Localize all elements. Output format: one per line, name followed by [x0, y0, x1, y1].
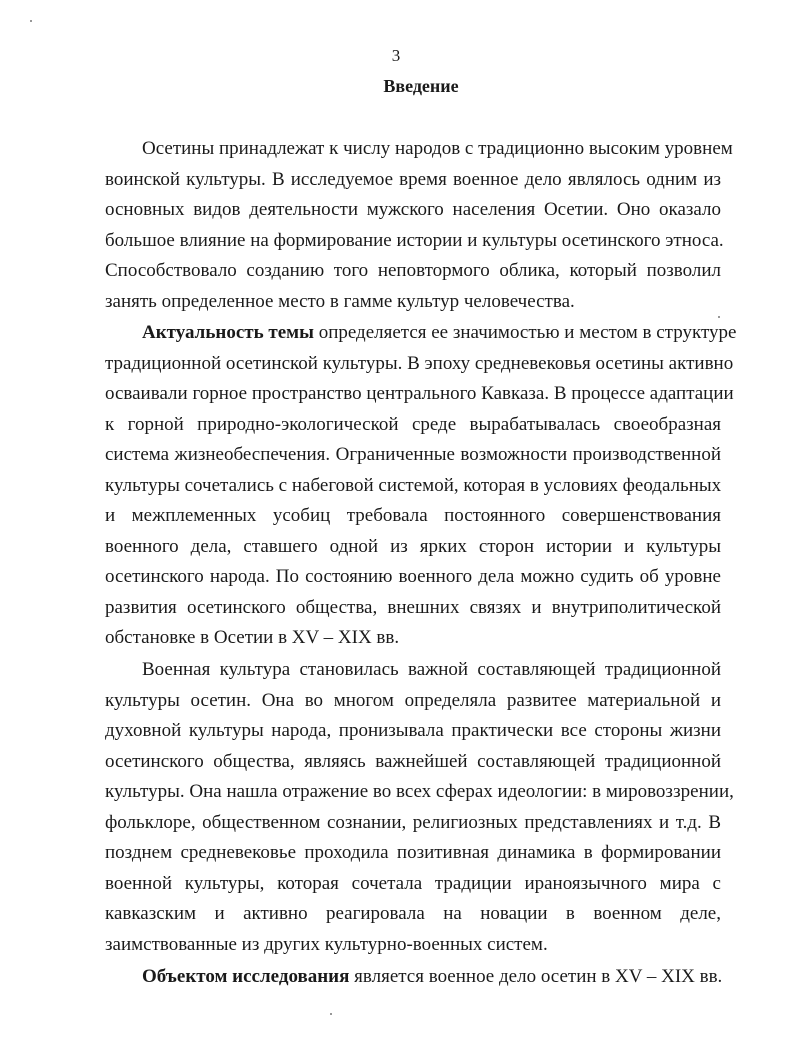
- text-line: культуры осетин. Она во многом определяла развитее материальной и: [105, 689, 721, 711]
- term-object: Объектом исследования: [142, 966, 350, 987]
- text-line: Военная культура становилась важной составляющей традиционной: [142, 659, 721, 680]
- text-line: обстановке в Осетии в XV – XIX вв.: [105, 627, 400, 648]
- scan-speck: [330, 1013, 332, 1015]
- section-heading: Введение: [383, 76, 459, 96]
- text-line: большое влияние на формирование истории и культуры осетинского этноса.: [105, 229, 724, 251]
- text-line: воинской культуры. В исследуемое время военное дело являлось одним из: [105, 168, 721, 190]
- text-line: культуры. Она нашла отражение во всех сферах идеологии: в мировоззрении,: [105, 781, 734, 802]
- text-line: [105, 962, 721, 993]
- text-line: фольклоре, общественном сознании, религиозных представлениях и т.д. В: [105, 811, 721, 833]
- paragraph-intro: [105, 134, 733, 317]
- text-line: военной культуры, которая сочетала традиции ираноязычного мира с: [105, 872, 721, 894]
- scan-speck: [718, 316, 720, 318]
- text-line: осетинского народа. По состоянию военного дела можно судить об уровне: [105, 566, 721, 587]
- text-line: развития осетинского общества, внешних связях и внутриполитической: [105, 596, 721, 618]
- text-line: культуры сочетались с набеговой системой, которая в условиях феодальных: [105, 474, 722, 496]
- paragraph-military-culture: [105, 655, 734, 960]
- text-line: занять определенное место в гамме культур человечества.: [105, 290, 575, 312]
- text-line: духовной культуры народа, пронизывала практически все стороны жизни: [105, 720, 721, 741]
- text-line: система жизнеобеспечения. Ограниченные возможности производственной: [105, 444, 721, 465]
- term-relevance: Актуальность темы: [142, 322, 314, 343]
- text-line: позднем средневековье проходила позитивная динамика в формировании: [105, 842, 721, 863]
- text-line: заимствованные из других культурно-военных систем.: [105, 933, 548, 955]
- text-line: кавказским и активно реагировала на новации в военном деле,: [105, 903, 721, 924]
- text-line: и межплеменных усобиц требовала постоянного совершенствования: [105, 505, 721, 526]
- text-line: военного дела, ставшего одной из ярких сторон истории и культуры: [105, 535, 721, 557]
- scan-speck: [30, 20, 32, 22]
- paragraph-relevance: [105, 318, 737, 654]
- text-line: осваивали горное пространство центрального Кавказа. В процессе адаптации: [105, 383, 734, 404]
- text-fragment: является военное дело осетин в XV – XIX вв.: [349, 966, 723, 987]
- text-line: осетинского общества, являясь важнейшей составляющей традиционной: [105, 750, 721, 772]
- text-line: Способствовало созданию того неповтормого облика, который позволил: [105, 260, 721, 281]
- text-line: основных видов деятельности мужского населения Осетии. Оно оказало: [105, 199, 721, 220]
- page-number: 3: [391, 46, 401, 65]
- text-line: традиционной осетинской культуры. В эпоху средневековья осетины активно: [105, 352, 734, 374]
- text-line: [105, 318, 737, 349]
- paragraph-object: [105, 962, 721, 993]
- text-fragment: определяется ее значимостью и местом в структуре: [313, 322, 737, 343]
- text-line: Осетины принадлежат к числу народов с традиционно высоким уровнем: [142, 138, 733, 159]
- text-line: к горной природно-экологической среде вырабатывалась своеобразная: [105, 413, 721, 435]
